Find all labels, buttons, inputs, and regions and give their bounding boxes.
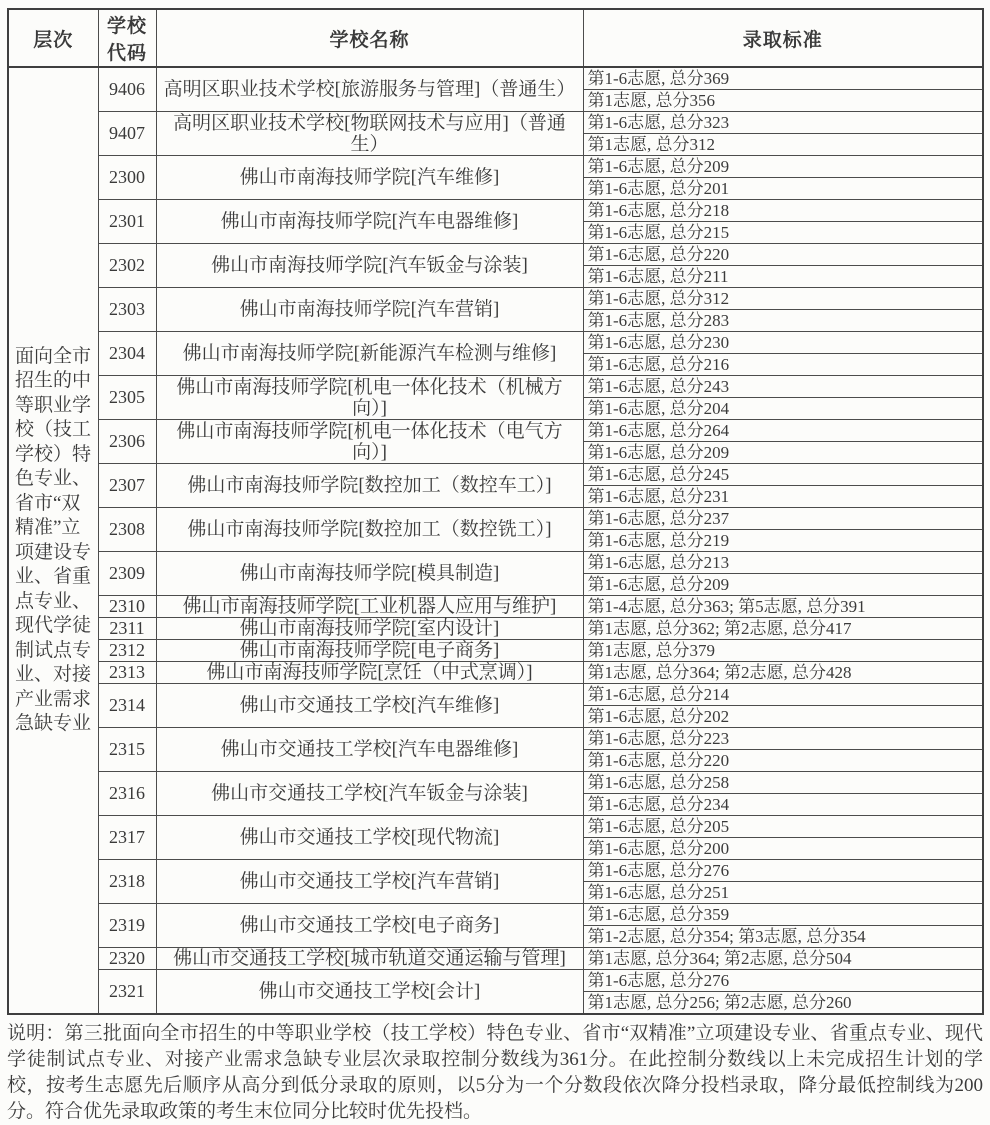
criteria-line: 第1志愿, 总分362; 第2志愿, 总分417 xyxy=(587,619,852,638)
header-level: 层次 xyxy=(8,9,98,67)
criteria-cell xyxy=(583,200,983,244)
school-code-cell: 2300 xyxy=(98,156,156,200)
school-name-cell: 佛山市交通技工学校[汽车电器维修] xyxy=(156,728,583,772)
table-row xyxy=(8,948,983,970)
school-name-cell: 佛山市交通技工学校[电子商务] xyxy=(156,904,583,948)
criteria-cell xyxy=(583,662,983,684)
criteria-line: 第1志愿, 总分312 xyxy=(584,133,983,155)
table-header xyxy=(8,9,983,67)
school-code-cell: 2312 xyxy=(98,640,156,662)
school-name-cell: 佛山市南海技师学院[模具制造] xyxy=(156,552,583,596)
criteria-cell xyxy=(583,728,983,772)
criteria-line: 第1-2志愿, 总分354; 第3志愿, 总分354 xyxy=(584,925,983,947)
criteria-line: 第1-6志愿, 总分230 xyxy=(587,333,730,352)
school-name-cell: 佛山市南海技师学院[汽车维修] xyxy=(156,156,583,200)
criteria-line: 第1-6志愿, 总分237 xyxy=(587,509,730,528)
table-row xyxy=(8,618,983,640)
criteria-line: 第1-6志愿, 总分209 xyxy=(584,441,983,463)
criteria-line: 第1-6志愿, 总分258 xyxy=(587,773,730,792)
school-code-cell: 2314 xyxy=(98,684,156,728)
school-name-cell: 佛山市交通技工学校[汽车维修] xyxy=(156,684,583,728)
criteria-cell xyxy=(583,156,983,200)
criteria-cell xyxy=(583,948,983,970)
table-row xyxy=(8,816,983,860)
criteria-line: 第1-6志愿, 总分231 xyxy=(584,485,983,507)
school-name-cell: 佛山市南海技师学院[机电一体化技术（机械方向）] xyxy=(156,376,583,420)
criteria-line: 第1-6志愿, 总分359 xyxy=(587,905,730,924)
school-code-cell: 2317 xyxy=(98,816,156,860)
criteria-line: 第1-6志愿, 总分200 xyxy=(584,837,983,859)
table-row xyxy=(8,904,983,948)
table-row xyxy=(8,860,983,904)
school-code-cell: 2321 xyxy=(98,970,156,1015)
table-row xyxy=(8,596,983,618)
criteria-line: 第1-6志愿, 总分220 xyxy=(587,245,730,264)
school-name-cell: 佛山市南海技师学院[汽车营销] xyxy=(156,288,583,332)
criteria-line: 第1-6志愿, 总分216 xyxy=(584,353,983,375)
criteria-line: 第1-6志愿, 总分283 xyxy=(584,309,983,331)
criteria-line: 第1-6志愿, 总分214 xyxy=(587,685,730,704)
criteria-line: 第1-6志愿, 总分243 xyxy=(587,377,730,396)
criteria-line: 第1-6志愿, 总分201 xyxy=(584,177,983,199)
criteria-line: 第1-6志愿, 总分218 xyxy=(587,201,730,220)
criteria-cell xyxy=(583,640,983,662)
criteria-cell xyxy=(583,464,983,508)
criteria-line: 第1志愿, 总分379 xyxy=(587,641,715,660)
school-code-cell: 2311 xyxy=(98,618,156,640)
table-row xyxy=(8,288,983,332)
table-row xyxy=(8,332,983,376)
table-row xyxy=(8,420,983,464)
criteria-line: 第1志愿, 总分364; 第2志愿, 总分428 xyxy=(587,663,852,682)
header-school-name: 学校名称 xyxy=(156,9,583,67)
school-code-cell: 2305 xyxy=(98,376,156,420)
criteria-line: 第1-6志愿, 总分312 xyxy=(587,289,730,308)
table-row xyxy=(8,67,983,112)
school-code-cell: 2308 xyxy=(98,508,156,552)
footnote-text: 说明：第三批面向全市招生的中等职业学校（技工学校）特色专业、省市“双精准”立项建设专业、省重点专业、现代学徒制试点专业、对接产业需求急缺专业层次录取控制分数线为361分。在此控制分数线以上未完成招生计划的学校，按考生志愿先后顺序从高分到低分录取的原则，以5分为一个分数段依次降分投档录取，降分最低控制线为200分。符合优先录取政策的考生末位同分比较时优先投档。 xyxy=(7,1023,983,1122)
school-code-cell: 2306 xyxy=(98,420,156,464)
school-name-cell: 佛山市南海技师学院[数控加工（数控铣工）] xyxy=(156,508,583,552)
school-code-cell: 2309 xyxy=(98,552,156,596)
criteria-cell xyxy=(583,112,983,156)
school-code-cell: 2310 xyxy=(98,596,156,618)
school-name-cell: 佛山市交通技工学校[会计] xyxy=(156,970,583,1015)
table-body xyxy=(8,67,983,1014)
criteria-cell xyxy=(583,376,983,420)
school-name-cell: 佛山市南海技师学院[汽车钣金与涂装] xyxy=(156,244,583,288)
school-name-cell: 佛山市南海技师学院[电子商务] xyxy=(156,640,583,662)
criteria-line: 第1志愿, 总分364; 第2志愿, 总分504 xyxy=(587,949,852,968)
criteria-line: 第1-6志愿, 总分211 xyxy=(584,265,983,287)
criteria-line: 第1-6志愿, 总分323 xyxy=(587,113,730,132)
table-row xyxy=(8,684,983,728)
criteria-line: 第1-4志愿, 总分363; 第5志愿, 总分391 xyxy=(587,597,866,616)
school-name-cell: 高明区职业技术学校[物联网技术与应用]（普通生） xyxy=(156,112,583,156)
criteria-cell xyxy=(583,288,983,332)
criteria-cell xyxy=(583,970,983,1015)
school-code-cell: 9406 xyxy=(98,67,156,112)
school-code-cell: 2301 xyxy=(98,200,156,244)
criteria-line: 第1-6志愿, 总分276 xyxy=(587,861,730,880)
table-row xyxy=(8,376,983,420)
criteria-cell xyxy=(583,684,983,728)
school-name-cell: 佛山市交通技工学校[汽车营销] xyxy=(156,860,583,904)
table-row xyxy=(8,200,983,244)
school-code-cell: 2304 xyxy=(98,332,156,376)
school-name-cell: 佛山市交通技工学校[城市轨道交通运输与管理] xyxy=(156,948,583,970)
criteria-cell xyxy=(583,552,983,596)
criteria-cell xyxy=(583,860,983,904)
criteria-line: 第1-6志愿, 总分219 xyxy=(584,529,983,551)
criteria-cell xyxy=(583,244,983,288)
criteria-line: 第1-6志愿, 总分209 xyxy=(584,573,983,595)
school-name-cell: 佛山市南海技师学院[机电一体化技术（电气方向）] xyxy=(156,420,583,464)
criteria-line: 第1-6志愿, 总分215 xyxy=(584,221,983,243)
school-code-cell: 2318 xyxy=(98,860,156,904)
table-row xyxy=(8,156,983,200)
criteria-cell xyxy=(583,618,983,640)
criteria-line: 第1-6志愿, 总分213 xyxy=(587,553,730,572)
criteria-line: 第1-6志愿, 总分251 xyxy=(584,881,983,903)
table-row xyxy=(8,112,983,156)
header-criteria: 录取标准 xyxy=(583,9,983,67)
criteria-cell xyxy=(583,420,983,464)
header-school-code: 学校代码 xyxy=(98,9,156,67)
table-row xyxy=(8,640,983,662)
table-header-row xyxy=(8,9,983,67)
criteria-line: 第1志愿, 总分356 xyxy=(584,89,983,111)
school-code-cell: 2320 xyxy=(98,948,156,970)
school-code-cell: 2307 xyxy=(98,464,156,508)
school-name-cell: 佛山市南海技师学院[汽车电器维修] xyxy=(156,200,583,244)
criteria-line: 第1-6志愿, 总分202 xyxy=(584,705,983,727)
table-row xyxy=(8,508,983,552)
table-row xyxy=(8,772,983,816)
school-code-cell: 2316 xyxy=(98,772,156,816)
table-row xyxy=(8,728,983,772)
criteria-line: 第1-6志愿, 总分369 xyxy=(587,69,730,88)
criteria-cell xyxy=(583,67,983,112)
school-code-cell: 2303 xyxy=(98,288,156,332)
criteria-line: 第1-6志愿, 总分205 xyxy=(587,817,730,836)
criteria-cell xyxy=(583,772,983,816)
criteria-line: 第1志愿, 总分256; 第2志愿, 总分260 xyxy=(584,991,983,1013)
criteria-cell xyxy=(583,332,983,376)
criteria-line: 第1-6志愿, 总分234 xyxy=(584,793,983,815)
school-code-cell: 2313 xyxy=(98,662,156,684)
criteria-line: 第1-6志愿, 总分276 xyxy=(587,971,730,990)
table-row xyxy=(8,464,983,508)
admission-score-table xyxy=(7,8,984,1015)
school-code-cell: 2315 xyxy=(98,728,156,772)
table-row xyxy=(8,970,983,1015)
criteria-line: 第1-6志愿, 总分204 xyxy=(584,397,983,419)
table-row xyxy=(8,662,983,684)
school-name-cell: 佛山市交通技工学校[现代物流] xyxy=(156,816,583,860)
school-name-cell: 佛山市交通技工学校[汽车钣金与涂装] xyxy=(156,772,583,816)
school-name-cell: 佛山市南海技师学院[室内设计] xyxy=(156,618,583,640)
criteria-cell xyxy=(583,596,983,618)
school-name-cell: 佛山市南海技师学院[数控加工（数控车工）] xyxy=(156,464,583,508)
criteria-line: 第1-6志愿, 总分220 xyxy=(584,749,983,771)
table-row xyxy=(8,552,983,596)
school-name-cell: 佛山市南海技师学院[烹饪（中式烹调）] xyxy=(156,662,583,684)
level-cell: 面向全市招生的中等职业学校（技工学校）特色专业、省市“双精准”立项建设专业、省重点专业、现代学徒制试点专业、对接产业需求急缺专业 xyxy=(8,67,98,1014)
criteria-line: 第1-6志愿, 总分223 xyxy=(587,729,730,748)
school-name-cell: 佛山市南海技师学院[工业机器人应用与维护] xyxy=(156,596,583,618)
criteria-line: 第1-6志愿, 总分264 xyxy=(587,421,730,440)
criteria-cell xyxy=(583,508,983,552)
school-code-cell: 2302 xyxy=(98,244,156,288)
school-name-cell: 佛山市南海技师学院[新能源汽车检测与维修] xyxy=(156,332,583,376)
school-name-cell: 高明区职业技术学校[旅游服务与管理]（普通生） xyxy=(156,67,583,112)
table-row xyxy=(8,244,983,288)
school-code-cell: 2319 xyxy=(98,904,156,948)
criteria-line: 第1-6志愿, 总分209 xyxy=(587,157,730,176)
criteria-line: 第1-6志愿, 总分245 xyxy=(587,465,730,484)
criteria-cell xyxy=(583,816,983,860)
school-code-cell: 9407 xyxy=(98,112,156,156)
criteria-cell xyxy=(583,904,983,948)
